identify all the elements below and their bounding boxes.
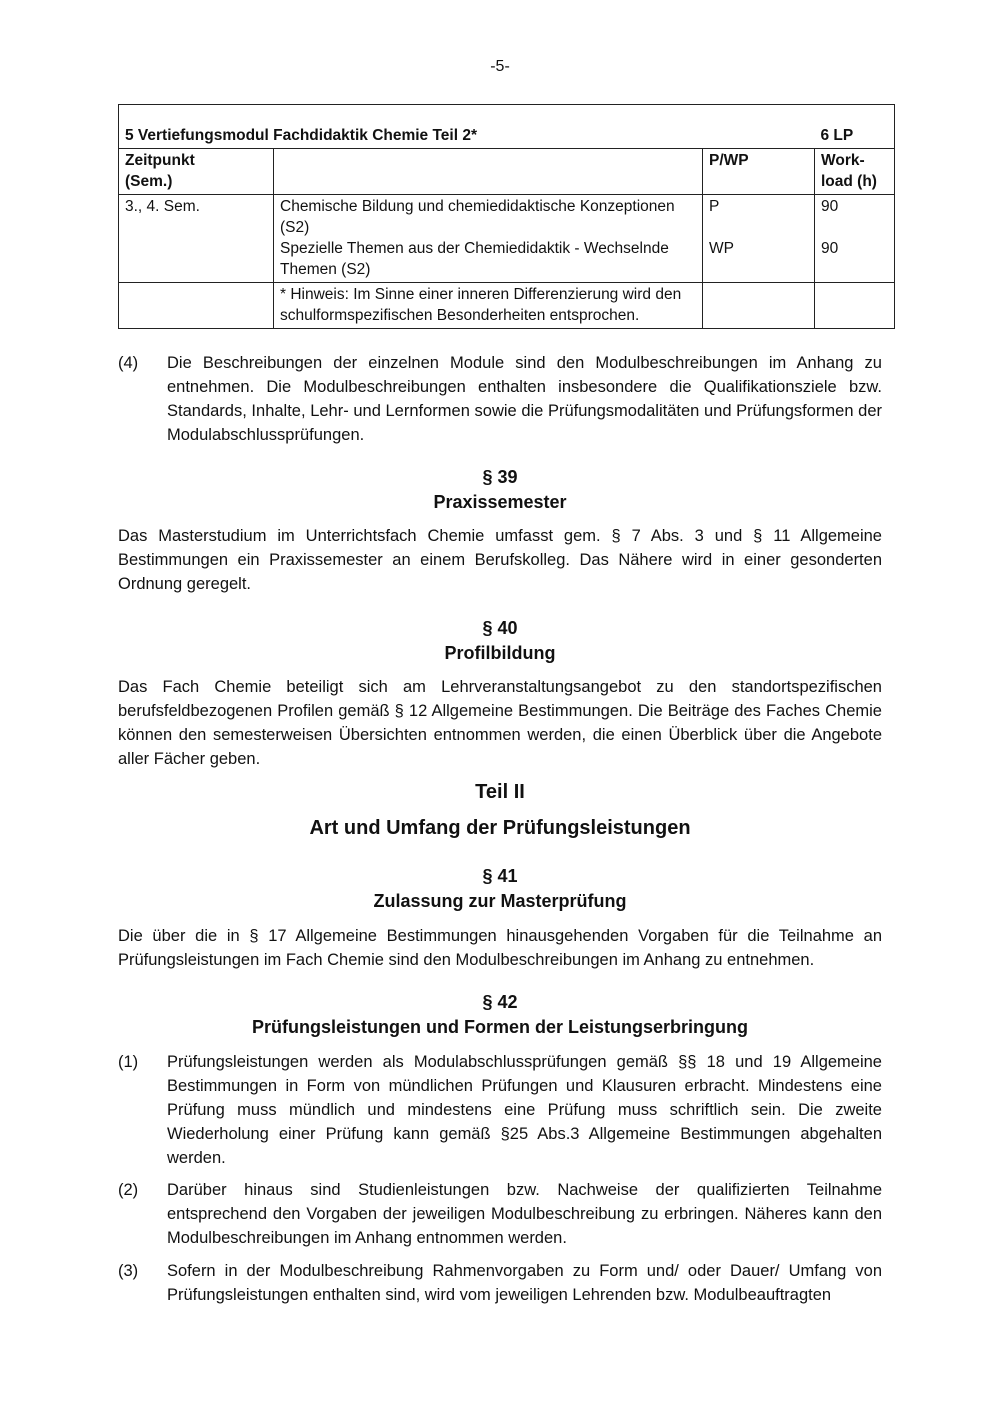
course-1-pwp: P <box>709 198 720 215</box>
note-empty-2 <box>703 283 815 329</box>
module-note-row <box>119 283 895 329</box>
course-2-workload: 90 <box>821 240 839 257</box>
section-42-item-1-number: (1) <box>118 1053 139 1071</box>
section-42-title: Prüfungsleistungen und Formen der Leistungserbringung <box>251 1017 748 1037</box>
note-empty-1 <box>119 283 274 329</box>
section-42-item-1-text: Prüfungsleistungen werden als Modulabschlussprüfungen gemäß §§ 18 und 19 Allgemeine Bestimmungen in Form von mündlichen Prüfungen und Klausuren erbracht. Mindestens eine Prüfung muss mündlich und mindestens eine Prüfung muss schriftlich sein. Die zweite Wiederholung einer Prüfung kann gemäß §25 Abs.3 Allgemeine Bestimmungen abgehalten werden. <box>167 1053 882 1167</box>
paragraph-4 <box>118 351 882 447</box>
section-41-text: Die über die in § 17 Allgemeine Bestimmungen hinausgehenden Vorgaben für die Teilnahme an Prüfungsleistungen im Fach Chemie sind den Modulbeschreibungen im Anhang zu entnehmen. <box>118 927 882 969</box>
header-pwp: P/WP <box>703 149 815 195</box>
section-42-item-2 <box>118 1178 882 1250</box>
header-zeitpunkt-line2: (Sem.) <box>125 173 173 190</box>
section-41-title: Zulassung zur Masterprüfung <box>373 891 627 911</box>
header-zeitpunkt-line1: Zeitpunkt <box>125 152 195 169</box>
course-workload <box>815 195 895 283</box>
header-zeitpunkt <box>119 149 274 195</box>
section-42-item-3-text: Sofern in der Modulbeschreibung Rahmenvorgaben zu Form und/ oder Dauer/ Umfang von Prüfungsleistungen enthalten sind, wird vom jeweiligen Lehrenden bzw. Modulbeauftragten <box>167 1262 882 1304</box>
section-42-item-2-number: (2) <box>118 1181 139 1199</box>
paragraph-4-number: (4) <box>118 354 139 372</box>
section-42-item-2-text: Darüber hinaus sind Studienleistungen bzw. Nachweise der qualifizierten Teilnahme entsprechend den Vorgaben der jeweiligen Modulbeschreibung zu erbringen. Näheres kann den Modulbeschreibungen im Anhang entnommen werden. <box>167 1181 882 1247</box>
section-39-text: Das Masterstudium im Unterrichtsfach Chemie umfasst gem. § 7 Abs. 3 und § 11 Allgemeine Bestimmungen ein Praxissemester an einem Berufskolleg. Das Nähere wird in einer gesonderten Ordnung geregelt. <box>118 527 882 593</box>
header-workload <box>815 149 895 195</box>
section-40-heading <box>0 616 1000 666</box>
module-note: * Hinweis: Im Sinne einer inneren Differenzierung wird den schulformspezifischen Besonderheiten entsprochen. <box>274 283 703 329</box>
section-40-title: Profilbildung <box>444 643 556 663</box>
paragraph-4-text: Die Beschreibungen der einzelnen Module sind den Modulbeschreibungen im Anhang zu entnehmen. Die Modulbeschreibungen enthalten insbesondere die Qualifikationsziele bzw. Standards, Inhalte, Lehr- und Lernformen sowie die Prüfungsmodalitäten und Prüfungsformen der Modulabschlussprüfungen. <box>167 354 882 444</box>
page-number: -5- <box>490 58 510 75</box>
module-header-row <box>119 149 895 195</box>
part-subtitle: Art und Umfang der Prüfungsleistungen <box>309 817 691 839</box>
section-42-item-3 <box>118 1259 882 1307</box>
section-39-heading <box>0 465 1000 515</box>
section-39-number: § 39 <box>482 467 518 487</box>
course-1-workload: 90 <box>821 198 839 215</box>
section-42-heading <box>0 990 1000 1040</box>
note-empty-3 <box>815 283 895 329</box>
header-workload-line1: Work- <box>821 152 865 169</box>
part-title: Teil II <box>475 781 525 803</box>
section-42-item-1 <box>118 1050 882 1170</box>
header-workload-line2: load (h) <box>821 173 877 190</box>
module-title: 5 Vertiefungsmodul Fachdidaktik Chemie Teil 2* <box>119 105 815 149</box>
course-names <box>274 195 703 283</box>
header-empty <box>274 149 703 195</box>
course-2-name: Spezielle Themen aus der Chemiedidaktik - Wechselnde Themen (S2) <box>280 240 669 278</box>
course-pwp <box>703 195 815 283</box>
module-lp: 6 LP <box>815 105 895 149</box>
course-2-pwp: WP <box>709 240 734 257</box>
module-course-row <box>119 195 895 283</box>
module-title-row <box>119 105 895 149</box>
course-time: 3., 4. Sem. <box>119 195 274 283</box>
section-40-text: Das Fach Chemie beteiligt sich am Lehrveranstaltungsangebot zu den standortspezifischen berufsfeldbezogenen Profilen gemäß § 12 Allgemeine Bestimmungen. Die Beiträge des Faches Chemie können den semesterweisen Übersichten entnommen werden, die einen Überblick über die Angebote aller Fächer geben. <box>118 678 882 768</box>
course-1-name: Chemische Bildung und chemiedidaktische Konzeptionen (S2) <box>280 198 675 236</box>
section-42-number: § 42 <box>482 992 518 1012</box>
section-40-number: § 40 <box>482 618 518 638</box>
section-42-item-3-number: (3) <box>118 1262 139 1280</box>
module-table <box>118 104 895 329</box>
section-41-number: § 41 <box>482 866 518 886</box>
section-39-title: Praxissemester <box>433 492 567 512</box>
section-41-heading <box>0 864 1000 914</box>
